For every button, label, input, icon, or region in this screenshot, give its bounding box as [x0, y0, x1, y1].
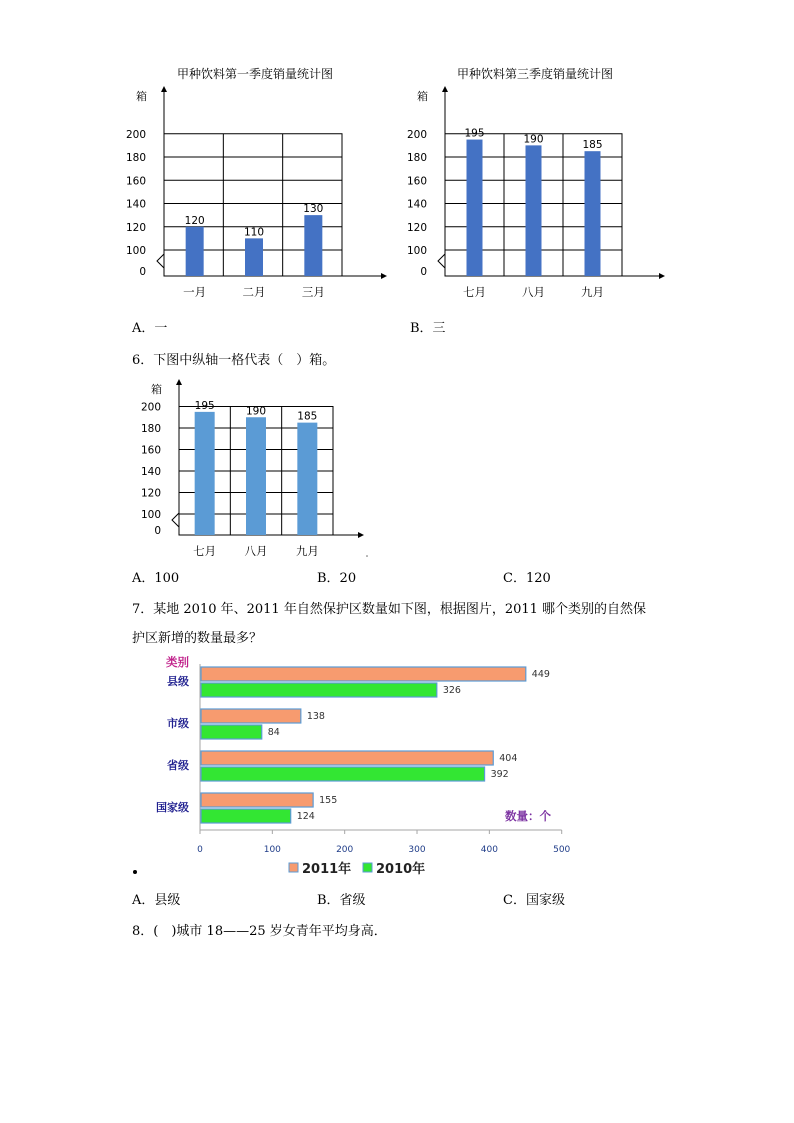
q5-option-b: B．三 [410, 321, 446, 336]
legend-swatch [363, 863, 372, 872]
x-tick-label: 七月 [193, 544, 217, 558]
y-tick-label: 120 [125, 221, 146, 234]
category-label: 省级 [167, 759, 189, 772]
bar-value-label: 190 [245, 405, 267, 418]
category-label: 市级 [167, 717, 189, 730]
y-axis-label: 箱 [151, 383, 162, 396]
chart-title: 甲种饮料第三季度销量统计图 [456, 67, 614, 81]
bar [201, 683, 437, 697]
category-label: 县级 [167, 675, 189, 688]
y-tick-label: 140 [406, 198, 427, 211]
bar-value-label: 190 [523, 133, 544, 146]
y-tick-label: 200 [125, 128, 146, 141]
y-tick-label: 0 [154, 525, 161, 537]
q6-option-a: A．100 [132, 571, 180, 586]
y-tick-label: 140 [140, 466, 161, 478]
legend-label: 2011年 [302, 862, 352, 877]
chart-title: 甲种饮料第一季度销量统计图 [176, 67, 334, 81]
legend-swatch [289, 863, 298, 872]
bar [201, 751, 493, 765]
q6-stem: 6．下图中纵轴一格代表（ ）箱。 [132, 353, 336, 368]
bar-value-label: 155 [319, 795, 338, 806]
x-tick-label: 0 [197, 845, 203, 855]
bar [201, 767, 485, 781]
x-tick-label: 八月 [522, 285, 545, 299]
y-tick-label: 0 [139, 266, 146, 278]
bar-value-label: 110 [243, 226, 265, 239]
q7-stem-line1: 7．某地 2010 年、2011 年自然保护区数量如下图，根据图片，2011 哪个类别的自然保 [132, 602, 647, 617]
y-tick-label: 100 [406, 245, 427, 257]
bar [201, 709, 301, 723]
x-tick-label: 九月 [295, 544, 319, 558]
q7-option-a: A．县级 [132, 893, 181, 908]
y-axis-label: 箱 [417, 90, 428, 103]
bar-value-label: 138 [306, 711, 325, 722]
x-tick-label: 二月 [242, 285, 266, 299]
y-tick-label: 200 [140, 401, 161, 414]
bar-value-label: 120 [184, 214, 205, 227]
q6-option-b: B．20 [317, 571, 357, 586]
x-tick-label: 400 [480, 845, 498, 855]
x-tick-label: 300 [408, 845, 426, 855]
bar-value-label: 185 [297, 410, 318, 423]
q7-stem-line2: 护区新增的数量最多？ [132, 631, 263, 646]
x-tick-label: 100 [263, 845, 281, 855]
bar [201, 667, 526, 681]
x-tick-label: 九月 [581, 285, 604, 299]
bar [201, 725, 262, 739]
q5-option-a: A．一 [132, 321, 168, 336]
bar-value-label: 84 [267, 727, 280, 738]
bar-value-label: 195 [464, 127, 485, 140]
y-tick-label: 120 [140, 487, 161, 500]
y-tick-label: 180 [406, 152, 427, 164]
x-tick-label: 七月 [463, 285, 486, 299]
bar-value-label: 404 [499, 753, 518, 764]
q7-option-b: B．省级 [317, 893, 366, 908]
x-tick-label: 500 [553, 845, 571, 855]
bar-value-label: 185 [582, 139, 603, 152]
y-axis-label: 类别 [166, 655, 189, 669]
legend-label: 2010年 [376, 862, 426, 877]
y-tick-label: 140 [125, 198, 146, 211]
bar-value-label: 124 [296, 811, 315, 822]
q7-option-c: C．国家级 [503, 893, 565, 908]
y-tick-label: 120 [406, 221, 427, 234]
q6-option-c: C．120 [503, 571, 551, 586]
y-tick-label: 180 [140, 423, 161, 435]
y-tick-label: 160 [406, 175, 427, 188]
bar [201, 809, 291, 823]
bar-value-label: 449 [531, 669, 550, 680]
q8-stem: 8．( )城市 18——25 岁女青年平均身高． [132, 924, 387, 939]
bar-value-label: 195 [194, 399, 215, 412]
y-tick-label: 200 [406, 128, 427, 141]
bar-value-label: 130 [303, 203, 324, 216]
bullet-dot [133, 870, 137, 874]
y-tick-label: 0 [420, 266, 427, 278]
y-tick-label: 160 [125, 175, 146, 188]
bar-value-label: 392 [490, 769, 509, 780]
x-tick-label: 八月 [244, 544, 268, 558]
y-axis-label: 箱 [136, 90, 147, 103]
x-tick-label: 200 [336, 845, 354, 855]
y-tick-label: 100 [125, 245, 146, 257]
bar [201, 793, 313, 807]
x-tick-label: 三月 [301, 285, 325, 299]
x-axis-label: 数量：个 [505, 809, 551, 823]
y-tick-label: 100 [140, 509, 161, 521]
category-label: 国家级 [156, 801, 189, 814]
y-tick-label: 160 [140, 444, 161, 457]
x-tick-label: 一月 [183, 285, 207, 299]
y-tick-label: 180 [125, 152, 146, 164]
bar-value-label: 326 [442, 685, 461, 696]
